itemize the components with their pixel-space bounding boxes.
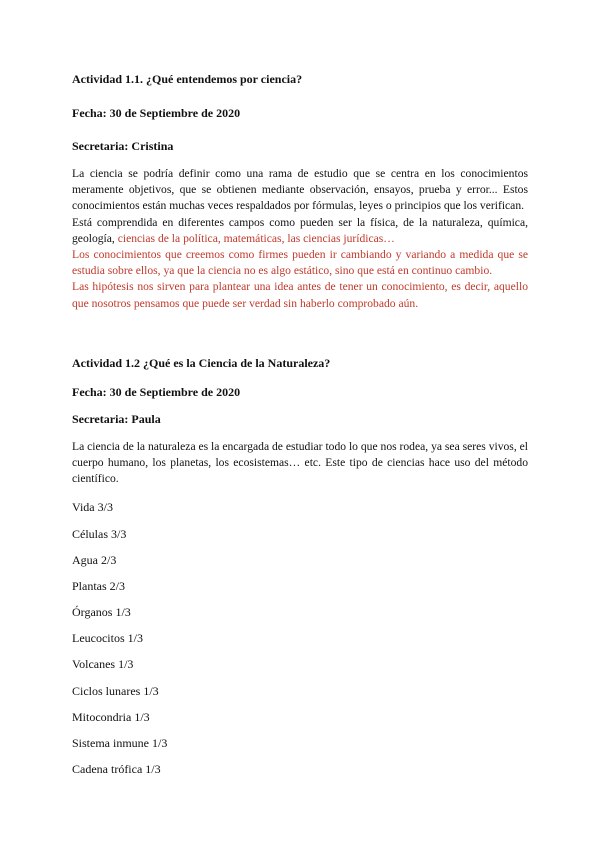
section1-paragraph-2-highlight: ciencias de la política, matemáticas, las ciencias jurídicas…	[114, 231, 395, 245]
topic-list-item: Agua 2/3	[72, 553, 117, 567]
topic-list-item: Leucocitos 1/3	[72, 631, 143, 645]
section2-date: Fecha: 30 de Septiembre de 2020	[72, 385, 241, 399]
section2-secretary: Secretaria: Paula	[72, 412, 161, 426]
section1-body	[72, 166, 528, 312]
section1-title: Actividad 1.1. ¿Qué entendemos por ciencia?	[72, 72, 303, 86]
topic-list-item: Plantas 2/3	[72, 579, 125, 593]
topic-list-item: Vida 3/3	[72, 500, 113, 514]
topic-list-item: Cadena trófica 1/3	[72, 762, 161, 776]
section1-paragraph-4: Las hipótesis nos sirven para plantear una idea antes de tener un conocimiento, es decir, aquello que nosotros pensamos que puede ser verdad sin haberlo comprobado aún.	[72, 280, 528, 310]
topic-list-item: Células 3/3	[72, 527, 127, 541]
topic-list-item: Ciclos lunares 1/3	[72, 684, 159, 698]
topic-list-item: Volcanes 1/3	[72, 657, 134, 671]
section2-title: Actividad 1.2 ¿Qué es la Ciencia de la Naturaleza?	[72, 356, 331, 370]
section1-secretary: Secretaria: Cristina	[72, 139, 174, 153]
section1-paragraph-1: La ciencia se podría definir como una rama de estudio que se centra en los conocimientos meramente objetivos, que se obtienen mediante observación, ensayos, prueba y error... Estos conocimientos están muchas veces respaldados por fórmulas, leyes o principios que los verifican.	[72, 167, 528, 213]
topic-list-item: Sistema inmune 1/3	[72, 736, 168, 750]
section1-date: Fecha: 30 de Septiembre de 2020	[72, 106, 241, 120]
section1-paragraph-3: Los conocimientos que creemos como firmes pueden ir cambiando y variando a medida que se estudia sobre ellos, ya que la ciencia no es algo estático, sino que está en continuo cambio.	[72, 248, 528, 278]
topic-list-item: Órganos 1/3	[72, 605, 131, 619]
section2-paragraph-1: La ciencia de la naturaleza es la encargada de estudiar todo lo que nos rodea, ya sea seres vivos, el cuerpo humano, los planetas, los ecosistemas… etc. Este tipo de ciencias hace uso del método científico.	[72, 440, 528, 486]
topic-list-item: Mitocondria 1/3	[72, 710, 150, 724]
section1-paragraph-2	[72, 215, 528, 247]
section1-paragraph-2-text: Está comprendida en diferentes campos como pueden ser la física, de la naturaleza, química, geología,	[72, 215, 528, 245]
